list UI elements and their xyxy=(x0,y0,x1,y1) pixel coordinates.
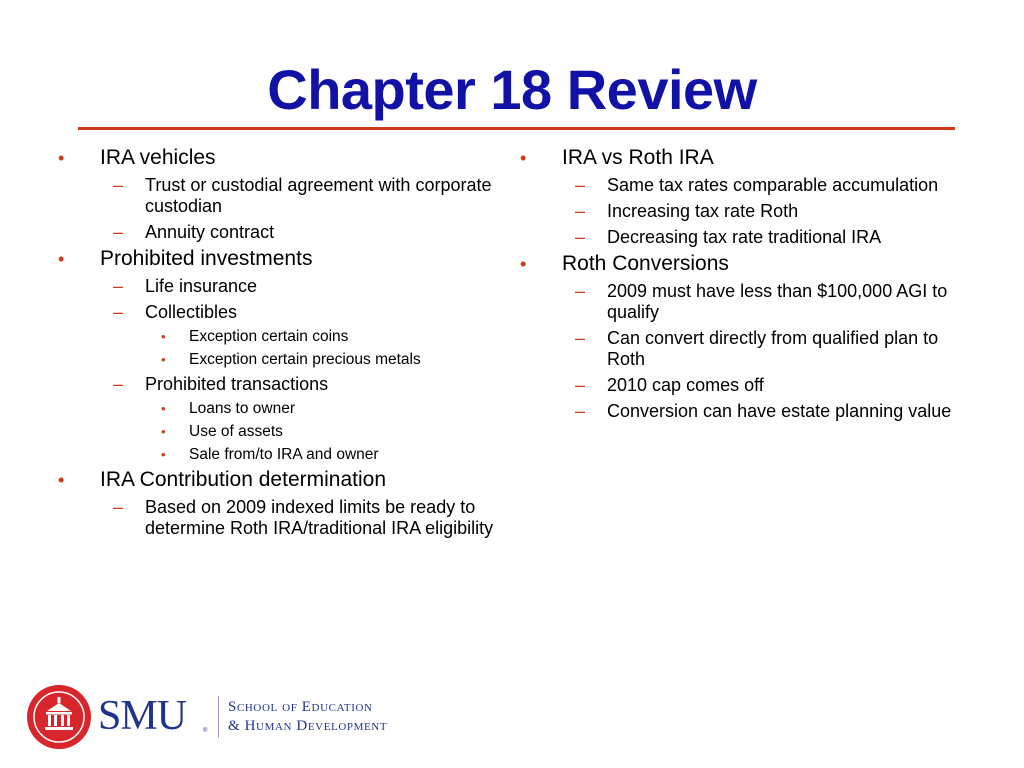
bullet-item-level-2 xyxy=(58,222,498,243)
bullet-item-level-1 xyxy=(58,247,498,271)
bullet-text: Use of assets xyxy=(189,423,283,440)
bullet-text: Same tax rates comparable accumulation xyxy=(607,175,939,195)
dash-marker: – xyxy=(113,497,124,517)
dash-marker: – xyxy=(575,328,586,348)
bullet-item-level-2 xyxy=(58,276,498,297)
bullet-item-level-3 xyxy=(58,351,498,369)
bullet-item-level-1 xyxy=(58,468,498,492)
dash-marker: – xyxy=(575,201,586,221)
bullet-text: Prohibited transactions xyxy=(145,374,329,394)
bullet-item-level-1 xyxy=(520,146,960,170)
bullet-text: Increasing tax rate Roth xyxy=(607,201,799,221)
school-name-line-2: & Human Development xyxy=(228,718,388,734)
bullet-text: Annuity contract xyxy=(145,222,275,242)
bullet-item-level-3 xyxy=(58,400,498,418)
dash-marker: – xyxy=(575,281,586,301)
bullet-item-level-2 xyxy=(520,328,960,370)
bullet-item-level-3 xyxy=(58,423,498,441)
bullet-item-level-2 xyxy=(520,201,960,222)
dash-marker: – xyxy=(113,276,124,296)
bullet-marker: • xyxy=(161,352,166,367)
bullet-marker: • xyxy=(161,424,166,439)
slide-title: Chapter 18 Review xyxy=(267,58,757,121)
bullet-item-level-2 xyxy=(58,374,498,395)
bullet-text: Prohibited investments xyxy=(100,247,313,270)
bullet-item-level-2 xyxy=(520,227,960,248)
bullet-text: 2010 cap comes off xyxy=(607,375,764,395)
bullet-marker: • xyxy=(58,470,65,490)
bullet-marker: • xyxy=(520,148,527,168)
bullet-text: IRA vehicles xyxy=(100,146,216,169)
bullet-item-level-2 xyxy=(58,175,498,217)
smu-seal-icon xyxy=(26,684,92,755)
dash-marker: – xyxy=(113,175,124,195)
bullet-item-level-1 xyxy=(520,252,960,276)
dash-marker: – xyxy=(575,227,586,247)
dash-marker: – xyxy=(113,222,124,242)
bullet-item-level-3 xyxy=(58,328,498,346)
bullet-item-level-2 xyxy=(58,497,498,539)
bullet-item-level-1 xyxy=(58,146,498,170)
bullet-item-level-2 xyxy=(520,175,960,196)
bullet-text: Sale from/to IRA and owner xyxy=(189,446,379,463)
bullet-text: Loans to owner xyxy=(189,400,295,417)
dash-marker: – xyxy=(575,375,586,395)
bullet-marker: • xyxy=(58,249,65,269)
title-divider xyxy=(78,127,955,130)
bullet-text: Conversion can have estate planning value xyxy=(607,401,952,421)
bullet-text: IRA vs Roth IRA xyxy=(562,146,714,169)
bullet-text: Exception certain precious metals xyxy=(189,351,421,368)
dash-marker: – xyxy=(575,175,586,195)
smu-wordmark: SMU xyxy=(98,693,187,739)
bullet-text: Decreasing tax rate traditional IRA xyxy=(607,227,882,247)
bullet-marker: • xyxy=(161,447,166,462)
right-bullet-column xyxy=(520,146,960,422)
bullet-marker: • xyxy=(161,401,166,416)
footer-divider xyxy=(218,696,219,738)
dash-marker: – xyxy=(113,302,124,322)
bullet-text: Life insurance xyxy=(145,276,258,296)
bullet-item-level-2 xyxy=(520,375,960,396)
dash-marker: – xyxy=(113,374,124,394)
bullet-item-level-2 xyxy=(520,401,960,422)
bullet-item-level-2 xyxy=(520,281,960,323)
bullet-marker: • xyxy=(161,329,166,344)
bullet-item-level-2 xyxy=(58,302,498,323)
school-name xyxy=(228,698,387,736)
trademark-mark: ® xyxy=(203,728,208,734)
bullet-text: Trust or custodial agreement with corporate custodian xyxy=(145,175,492,216)
bullet-text: Exception certain coins xyxy=(189,328,349,345)
school-name-line-1: School of Education xyxy=(228,699,373,715)
bullet-marker: • xyxy=(58,148,65,168)
bullet-marker: • xyxy=(520,254,527,274)
bullet-text: 2009 must have less than $100,000 AGI to qualify xyxy=(607,281,948,322)
dash-marker: – xyxy=(575,401,586,421)
bullet-text: Collectibles xyxy=(145,302,238,322)
bullet-text: Roth Conversions xyxy=(562,252,729,275)
bullet-text: Based on 2009 indexed limits be ready to determine Roth IRA/traditional IRA eligibility xyxy=(145,497,494,538)
left-bullet-column xyxy=(58,146,498,539)
bullet-item-level-3 xyxy=(58,446,498,464)
bullet-text: IRA Contribution determination xyxy=(100,468,386,491)
bullet-text: Can convert directly from qualified plan to Roth xyxy=(607,328,939,369)
